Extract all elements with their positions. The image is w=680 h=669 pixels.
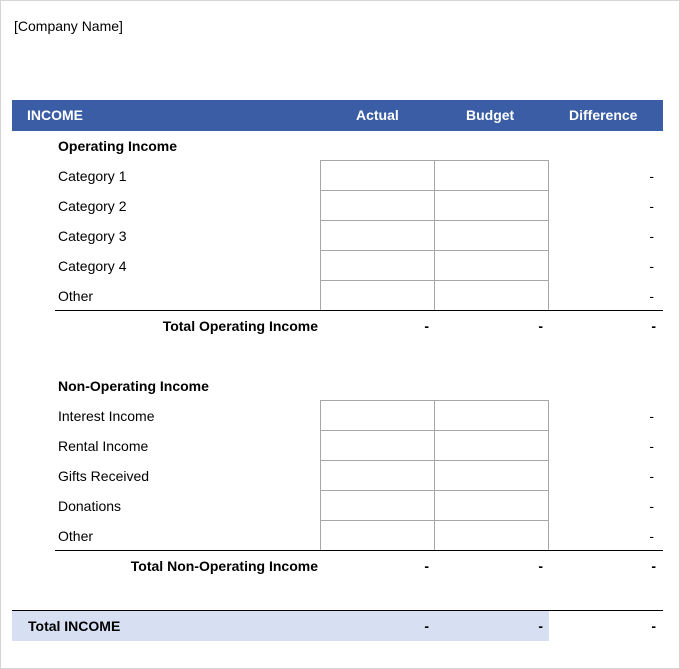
budget-input-cell[interactable] [434,160,549,191]
actual-input-cell[interactable] [320,190,435,221]
total-income-label: Total INCOME [28,618,121,634]
budget-input-cell[interactable] [434,400,549,431]
actual-input-cell[interactable] [320,490,435,521]
difference-value: - [649,258,654,274]
company-name: [Company Name] [14,18,123,34]
operating-row-label: Category 1 [58,168,127,184]
actual-input-cell[interactable] [320,520,435,551]
non-operating-income-title: Non-Operating Income [58,378,209,394]
total-operating-actual: - [424,318,429,334]
difference-value: - [649,528,654,544]
difference-value: - [649,438,654,454]
actual-input-cell[interactable] [320,220,435,251]
difference-column-header: Difference [569,107,638,123]
actual-input-cell[interactable] [320,430,435,461]
difference-value: - [649,228,654,244]
budget-input-cell[interactable] [434,460,549,491]
non-operating-row-label: Gifts Received [58,468,150,484]
total-operating-difference: - [651,318,656,334]
budget-input-cell[interactable] [434,520,549,551]
difference-value: - [649,408,654,424]
budget-input-cell[interactable] [434,250,549,281]
budget-input-cell[interactable] [434,430,549,461]
total-divider-line [55,310,663,311]
difference-value: - [649,498,654,514]
actual-input-cell[interactable] [320,160,435,191]
operating-row-label: Category 3 [58,228,127,244]
budget-input-cell[interactable] [434,190,549,221]
total-divider-line [55,550,663,551]
difference-value: - [649,168,654,184]
total-non-operating-actual: - [424,558,429,574]
operating-row-label: Category 4 [58,258,127,274]
total-non-operating-income-label: Total Non-Operating Income [130,558,318,574]
actual-input-cell[interactable] [320,460,435,491]
total-operating-income-label: Total Operating Income [162,318,318,334]
actual-input-cell[interactable] [320,400,435,431]
income-header: INCOME [27,107,83,123]
operating-income-title: Operating Income [58,138,178,154]
difference-value: - [649,288,654,304]
difference-value: - [649,468,654,484]
budget-input-cell[interactable] [434,280,549,311]
difference-value: - [649,198,654,214]
total-operating-budget: - [538,318,543,334]
total-non-operating-difference: - [651,558,656,574]
non-operating-row-label: Other [58,528,94,544]
budget-column-header: Budget [466,107,515,123]
operating-row-label: Category 2 [58,198,127,214]
operating-row-label: Other [58,288,94,304]
total-income-actual: - [424,618,429,634]
non-operating-row-label: Interest Income [58,408,155,424]
actual-input-cell[interactable] [320,250,435,281]
total-non-operating-budget: - [538,558,543,574]
actual-input-cell[interactable] [320,280,435,311]
total-income-difference: - [651,618,656,634]
income-header-band [12,100,663,131]
budget-input-cell[interactable] [434,220,549,251]
total-income-budget: - [538,618,543,634]
budget-input-cell[interactable] [434,490,549,521]
non-operating-row-label: Rental Income [58,438,149,454]
actual-column-header: Actual [356,107,399,123]
non-operating-row-label: Donations [58,498,122,514]
